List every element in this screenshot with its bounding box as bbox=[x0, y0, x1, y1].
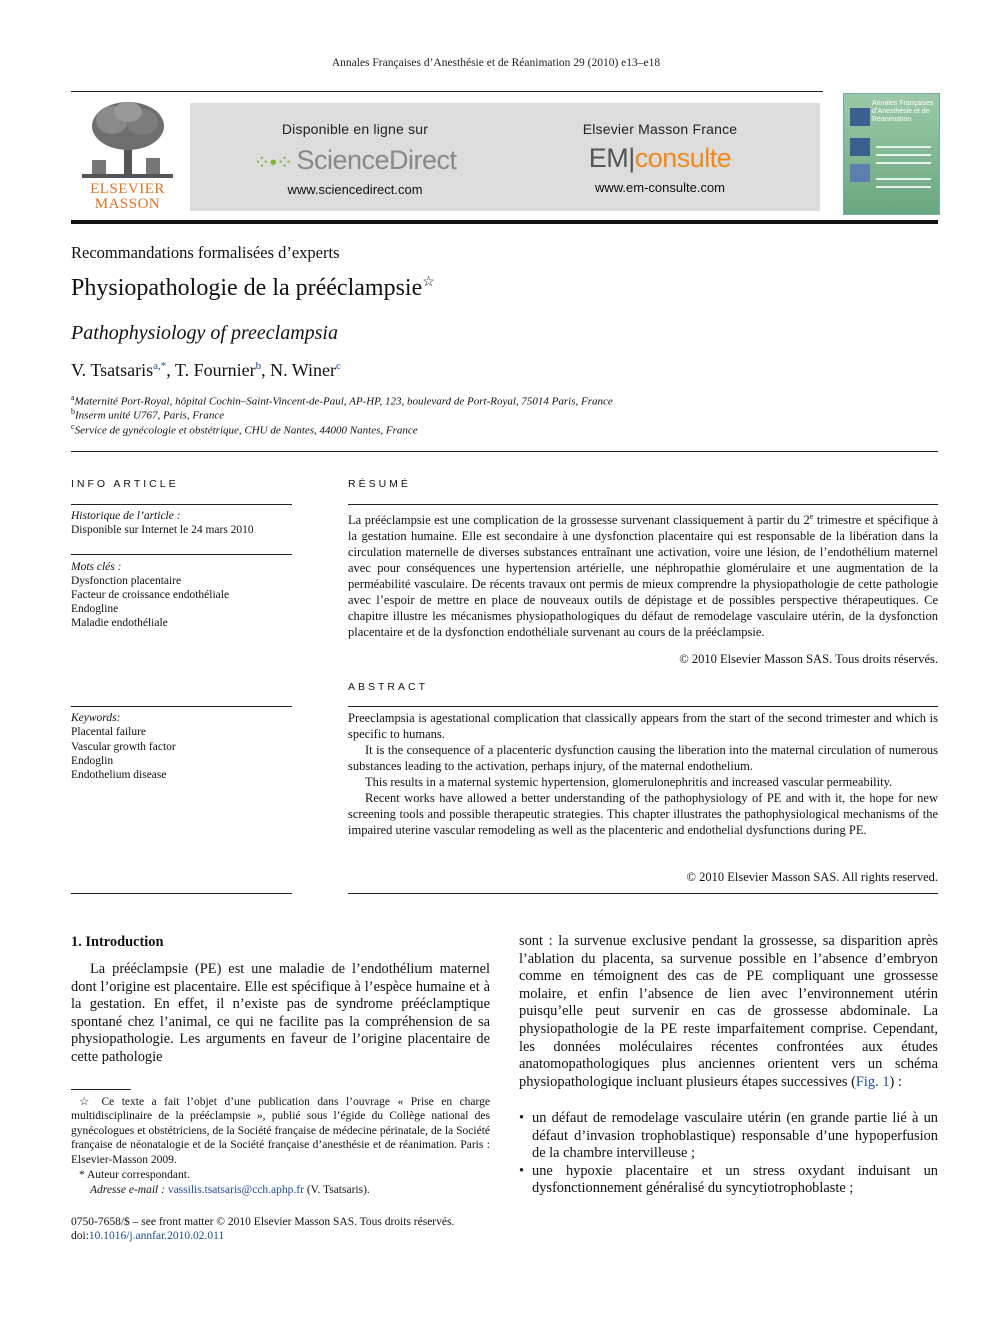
info-article-heading: INFO ARTICLE bbox=[71, 478, 179, 490]
affiliation: $^a$Maternité Port-Royal, hôpital Cochin–Saint-Vincent-de-Paul, AP-HP, 123, boulevard de Port-Royal, 75014 Paris, France bbox=[71, 393, 613, 408]
sciencedirect-url[interactable]: www.sciencedirect.com bbox=[287, 182, 423, 197]
abstract-heading: ABSTRACT bbox=[348, 681, 429, 693]
divider bbox=[348, 504, 938, 505]
body-paragraph-right: sont : la survenue exclusive pendant la grossesse, sa disparition après l’ablation du placenta, sa survenue possible en l’absence d’embryon comme en témoignent des cas de PE compliquant une grossesse molaire, et enfin l’absence de lien avec l’environnement utérin puisqu’elle peut survenir en cas de grossesse abdominale. La physiopathologie de la PE reste imparfaitement comprise. Cependant, les données moléculaires récentes confrontées aux études anatomopathologiques plus anciennes orientent vers un schéma physiopathologique incluant plusieurs étapes successives (Fig. 1) : bbox=[519, 933, 938, 1090]
cover-title: Annales Françaises d’Anesthésie et de Réanimation bbox=[872, 100, 934, 123]
keywords-en-label: Keywords: bbox=[71, 712, 121, 724]
divider bbox=[71, 504, 292, 505]
resume-copyright: © 2010 Elsevier Masson SAS. Tous droits réservés. bbox=[679, 652, 938, 666]
divider bbox=[71, 554, 292, 555]
footnote-star-mark: ☆ bbox=[79, 1096, 94, 1108]
figure-link[interactable]: Fig. 1 bbox=[855, 1073, 890, 1090]
divider bbox=[348, 706, 938, 707]
keyword: Placental failure bbox=[71, 726, 147, 738]
journal-cover[interactable] bbox=[843, 93, 940, 215]
body-paragraph-left: La prééclampsie (PE) est une maladie de l’endothélium maternel dont l’origine est placentaire. Elle est spécifique à l’espèce humaine et à la gestation. En effet, il n’existe pas de syndrome prééclamptique spontané chez l’animal, ce qui ne facilite pas la compréhension de sa physiopathologie. Les arguments en faveur de l’origine placentaire de cette pathologie bbox=[71, 961, 490, 1065]
elsevier-masson-logo[interactable] bbox=[80, 100, 175, 212]
doi-line: doi:10.1016/j.annfar.2010.02.011 bbox=[71, 1230, 225, 1242]
author-name: N. Winer bbox=[270, 360, 337, 380]
abstract-paragraph: Preeclampsia is agestational complication that classically appears from the start of the second trimester and which is specific to humans. bbox=[348, 711, 938, 741]
emconsulte-logo: EM|consulte bbox=[588, 143, 732, 173]
history-label: Historique de l’article : bbox=[71, 510, 181, 522]
author-name: V. Tsatsaris bbox=[71, 360, 154, 380]
bullet-item: • une hypoxie placentaire et un stress oxydant induisant un dysfonctionnement généralisé du syncytiotrophoblaste ; bbox=[519, 1163, 938, 1198]
doi-link[interactable]: 10.1016/j.annfar.2010.02.011 bbox=[88, 1230, 225, 1242]
cover-line bbox=[876, 154, 931, 156]
logo-word-masson: MASSON bbox=[94, 196, 161, 212]
elsevier-masson-france-label: Elsevier Masson France bbox=[582, 121, 738, 137]
article-type: Recommandations formalisées d’experts bbox=[71, 243, 340, 262]
abstract-copyright: © 2010 Elsevier Masson SAS. All rights reserved. bbox=[686, 870, 938, 884]
author-affiliation-mark[interactable]: a,* bbox=[153, 360, 167, 372]
available-online-label: Disponible en ligne sur bbox=[281, 121, 429, 137]
author-list: V. Tsatsaris$^{a,*}$, T. Fournier$^b$, N. Winer$^c$ bbox=[71, 360, 341, 380]
keyword: Endoglin bbox=[71, 755, 114, 767]
cover-photo bbox=[850, 164, 870, 182]
abstract-paragraph: Recent works have allowed a better understanding of the pathophysiology of PE and with it, the hope for new screening tools and possible therapeutic strategies. This chapter illustrates the pathophysiological mechanisms of the impaired uterine vascular remodeling as well as the placenteric and endothelial dysfunctions during PE. bbox=[348, 791, 938, 837]
keyword: Dysfonction placentaire bbox=[71, 575, 182, 587]
divider bbox=[348, 893, 938, 894]
logo-word-elsevier: ELSEVIER bbox=[90, 181, 165, 197]
cover-line bbox=[876, 146, 931, 148]
author-affiliation-mark[interactable]: c bbox=[336, 360, 341, 372]
divider bbox=[71, 706, 292, 707]
cover-line bbox=[876, 186, 931, 188]
footnote-rule bbox=[71, 1089, 131, 1090]
footnote-email: Adresse e-mail : vassilis.tsatsaris@cch.aphp.fr (V. Tsatsaris). bbox=[90, 1184, 370, 1196]
availability-banner bbox=[190, 103, 820, 211]
bullet-item: • un défaut de remodelage vasculaire utérin (en grande partie lié à un défaut d’invasion trophoblastique) responsable d’une hypoperfusion de la chambre intervilleuse ; bbox=[519, 1110, 938, 1163]
section-heading: 1. Introduction bbox=[71, 934, 164, 950]
affiliation: $^b$Inserm unité U767, Paris, France bbox=[71, 407, 225, 422]
sciencedirect-block[interactable] bbox=[240, 103, 470, 197]
divider bbox=[71, 893, 292, 894]
issn-line: 0750-7658/$ – see front matter © 2010 Elsevier Masson SAS. Tous droits réservés. bbox=[71, 1216, 455, 1228]
author-affiliation-mark[interactable]: b bbox=[255, 360, 262, 372]
abstract-text bbox=[348, 710, 938, 838]
abstract-paragraph: This results in a maternal systemic hypertension, glomerulonephritis and increased vascular permeability. bbox=[365, 775, 893, 789]
keyword: Maladie endothéliale bbox=[71, 617, 168, 629]
cover-line bbox=[876, 178, 931, 180]
divider bbox=[71, 451, 938, 452]
journal-citation: Annales Françaises d’Anesthésie et de Réanimation 29 (2010) e13–e18 bbox=[331, 57, 661, 69]
abstract-paragraph: It is the consequence of a placenteric dysfunction causing the liberation into the maternal circulation of numerous substances leading to the activation, perhaps injury, of the maternal endothelium. bbox=[348, 743, 938, 773]
article-title: Physiopathologie de la prééclampsie☆ bbox=[71, 275, 435, 301]
sciencedirect-dots-icon: ⁘•⁘ bbox=[253, 152, 293, 174]
affiliation: $^c$Service de gynécologie et obstétrique, CHU de Nantes, 44000 Nantes, France bbox=[71, 422, 418, 437]
sciencedirect-logo: ⁘•⁘ ScienceDirect bbox=[253, 145, 457, 175]
history-value: Disponible sur Internet le 24 mars 2010 bbox=[71, 524, 254, 536]
emconsulte-url[interactable]: www.em-consulte.com bbox=[594, 180, 726, 195]
keywords-fr-label: Mots clés : bbox=[71, 561, 122, 573]
resume-heading: RÉSUMÉ bbox=[348, 478, 411, 490]
cover-photo bbox=[850, 138, 870, 156]
header-thick-rule bbox=[71, 220, 938, 224]
resume-text: La prééclampsie est une complication de la grossesse survenant classiquement à partir du 2e trimestre et spécifique à la gestation humaine. Elle est secondaire à une dysfonction placentaire qui est responsable de la libération dans la circulation maternelle de diverses substances entraînant une activation, voire une lésion, de l’endothélium maternel avec pour conséquences une hypertension artérielle, une néphropathie glomérulaire et une augmentation de la perméabilité vasculaire. De récents travaux ont permis de mieux comprendre la physiopathologie de cette pathologie avec l’espoir de mettre en place de nouveaux outils de dépistage et de possibles perspective thérapeutiques. Ce chapitre illustre les mécanismes physiopathologiques du défaut de remodelage vasculaire utérin, de la dysfonction placentaire et de la dysfonction endothéliale survenant au cours de la prééclampsie. bbox=[348, 512, 938, 640]
emconsulte-block[interactable] bbox=[545, 103, 775, 195]
author-name: T. Fournier bbox=[174, 360, 256, 380]
cover-line bbox=[876, 162, 931, 164]
header-rule bbox=[71, 91, 823, 92]
bullet-list bbox=[519, 1110, 938, 1198]
elsevier-tree-icon bbox=[80, 100, 175, 180]
keyword: Endothelium disease bbox=[71, 769, 167, 781]
article-subtitle: Pathophysiology of preeclampsia bbox=[71, 322, 338, 344]
footnote-author: * Auteur correspondant. bbox=[79, 1169, 190, 1181]
keyword: Endogline bbox=[71, 603, 119, 615]
cover-photo bbox=[850, 108, 870, 126]
email-link[interactable]: vassilis.tsatsaris@cch.aphp.fr bbox=[167, 1184, 304, 1196]
footnote-star: ☆ Ce texte a fait l’objet d’une publication dans l’ouvrage « Prise en charge multidisciplinaire de la prééclampsie », publié sous l’égide du Collège national des gynécologues et obstétriciens, de la Société française de médecine périnatale, de la Société française de néonatalogie et de la Société française d’anesthésie et de réanimation. Paris : Elsevier-Masson 2009. bbox=[71, 1096, 491, 1166]
keyword: Facteur de croissance endothéliale bbox=[71, 589, 230, 601]
title-footnote-mark[interactable]: ☆ bbox=[422, 275, 435, 290]
keyword: Vascular growth factor bbox=[71, 741, 176, 753]
